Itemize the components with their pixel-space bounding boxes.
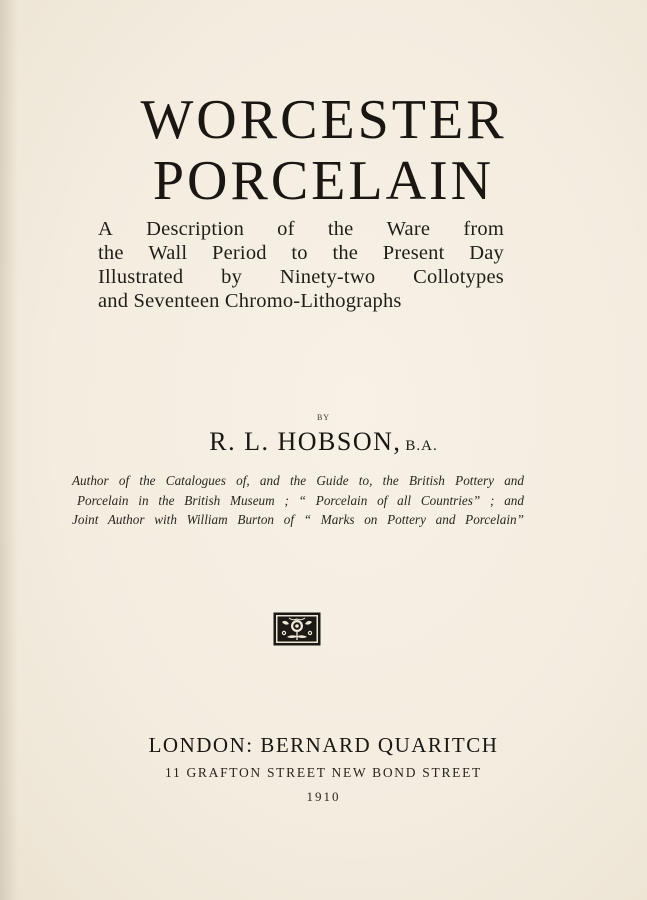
subtitle-word: the xyxy=(327,218,354,240)
subtitle-word: Illustrated xyxy=(98,266,184,288)
subtitle-word: Ninety-two xyxy=(279,266,376,288)
subtitle-word: Present xyxy=(382,242,445,264)
subtitle-word: the xyxy=(98,242,124,264)
subtitle-word: Description xyxy=(146,218,245,240)
publisher-line: LONDON: BERNARD QUARITCH xyxy=(148,733,499,757)
author-name: R. L. HOBSON, xyxy=(209,427,402,456)
credits-line-1: Author of the Catalogues of, and the Guide to, the British Pottery and xyxy=(72,473,524,488)
subtitle-word: of xyxy=(277,218,295,240)
author-degree: B.A. xyxy=(405,438,438,454)
subtitle-word: Wall xyxy=(148,242,188,264)
subtitle-word: and Seventeen Chromo-Lithographs xyxy=(98,290,402,312)
author-credits xyxy=(72,471,524,530)
author-name-line xyxy=(0,429,647,455)
credits-line-2: Porcelain in the British Museum ; “ Porcelain of all Countries” ; and xyxy=(77,492,524,508)
subtitle-word: Collotypes xyxy=(413,266,504,288)
subtitle-word: Period xyxy=(212,242,267,264)
rose-printers-device-icon xyxy=(273,612,321,646)
subtitle-line-4 xyxy=(98,289,504,313)
subtitle-word: from xyxy=(463,218,504,240)
subtitle-word: to xyxy=(291,242,308,264)
subtitle-word: Ware xyxy=(386,218,431,240)
subtitle-line-1 xyxy=(98,217,504,241)
book-title-line-2: PORCELAIN xyxy=(152,150,495,212)
subtitle-word: A xyxy=(98,218,114,240)
subtitle-word: by xyxy=(221,266,243,288)
book-title-line-1: WORCESTER xyxy=(140,89,507,151)
by-label: BY xyxy=(316,413,331,422)
credits-line-3: Joint Author with William Burton of “ Marks on Pottery and Porcelain” xyxy=(72,512,524,527)
subtitle-line-2 xyxy=(98,241,504,265)
book-subtitle xyxy=(98,217,504,313)
publisher-address: 11 GRAFTON STREET NEW BOND STREET xyxy=(165,765,482,780)
publication-year: 1910 xyxy=(306,789,341,804)
subtitle-word: the xyxy=(332,242,359,264)
subtitle-word: Day xyxy=(469,242,504,264)
subtitle-line-3 xyxy=(98,265,504,289)
